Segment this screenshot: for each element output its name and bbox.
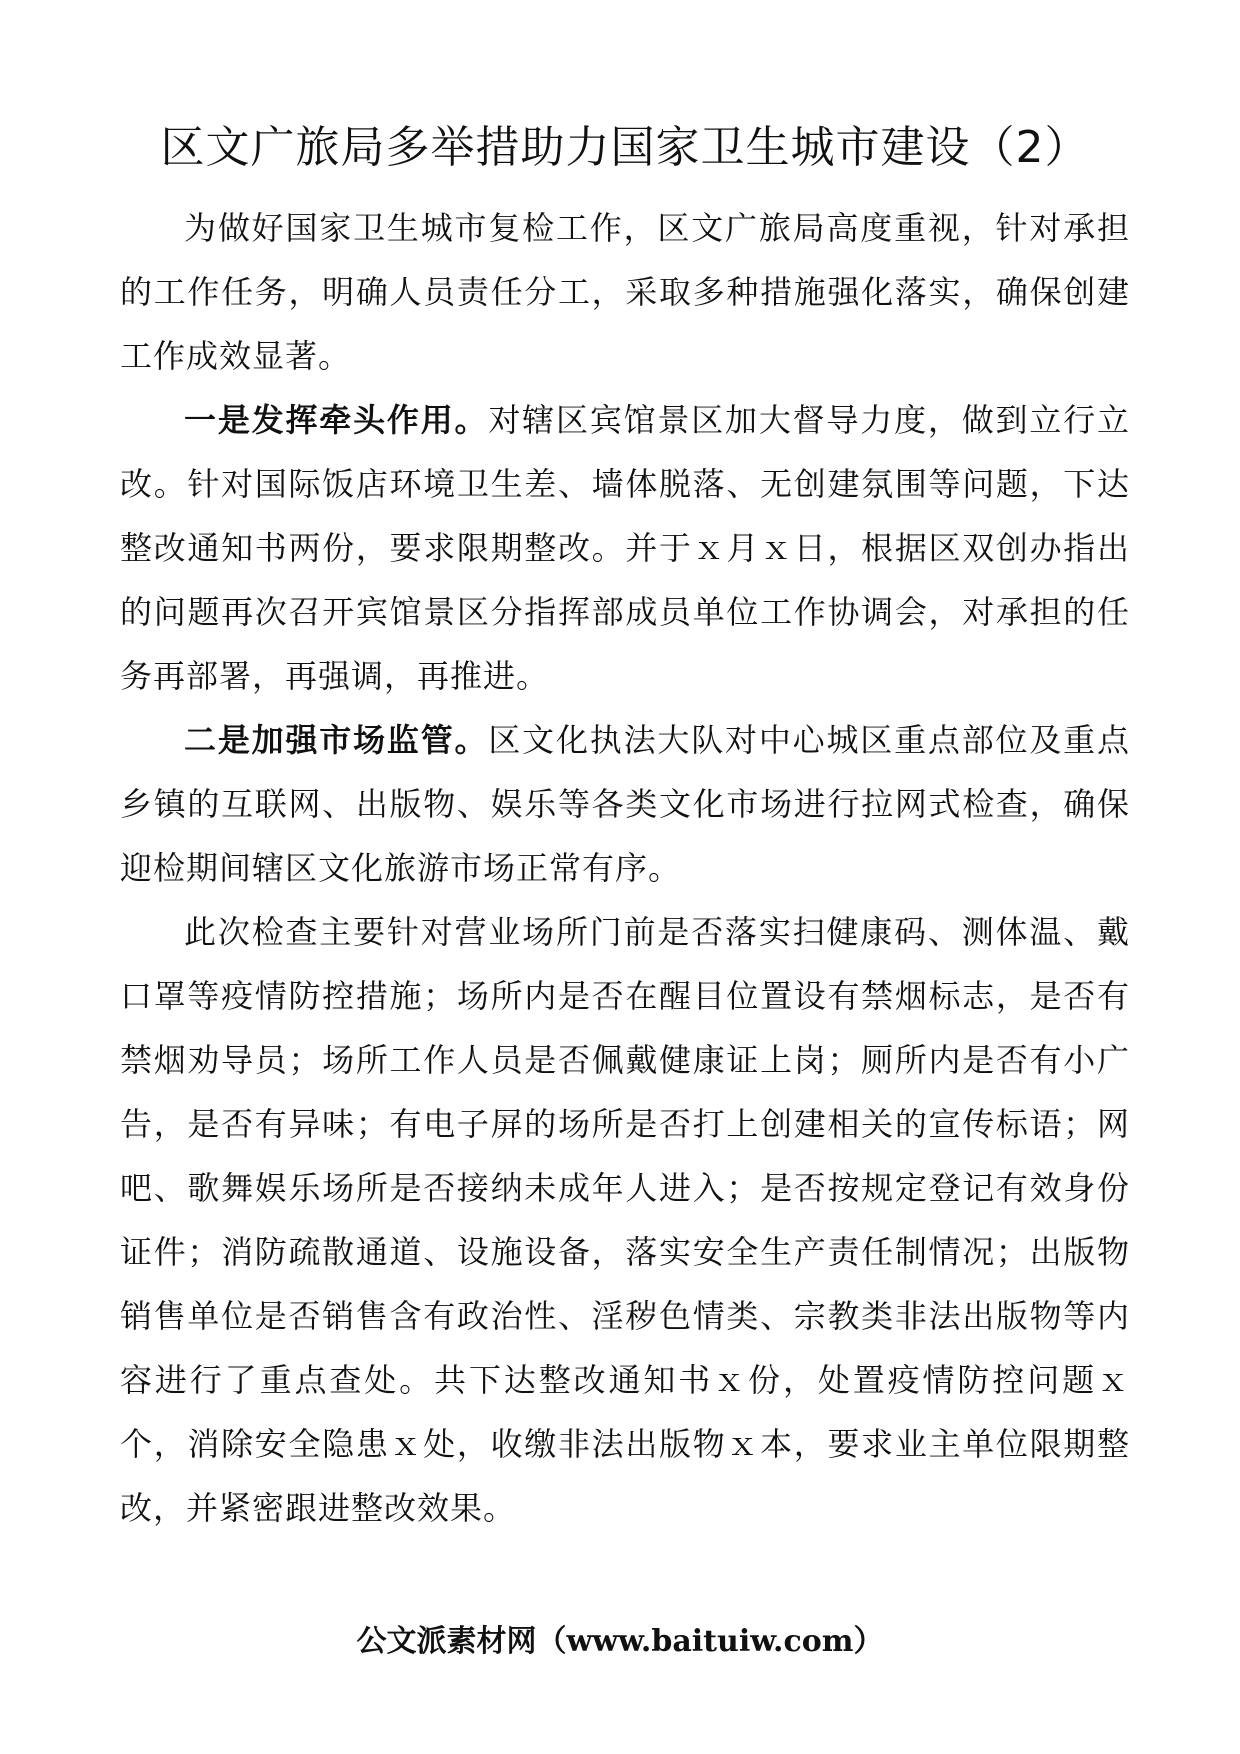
paragraph-text: 区文化执法大队对中心城区重点部位及重点乡镇的互联网、出版物、娱乐等各类文化市场进行拉网式检查，确保迎检期间辖区文化旅游市场正常有序。 — [120, 721, 1130, 887]
paragraph-text: 为做好国家卫生城市复检工作，区文广旅局高度重视，针对承担的工作任务，明确人员责任分工，采取多种措施强化落实，确保创建工作成效显著。 — [120, 209, 1130, 375]
paragraph-inspection-details — [120, 900, 1130, 1540]
paragraph-measure-two — [120, 708, 1130, 900]
document-body — [120, 196, 1130, 1540]
paragraph-lead-heading: 一是发挥牵头作用。 — [184, 401, 489, 439]
paragraph-text: 此次检查主要针对营业场所门前是否落实扫健康码、测体温、戴口罩等疫情防控措施；场所内是否在醒目位置设有禁烟标志，是否有禁烟劝导员；场所工作人员是否佩戴健康证上岗；厕所内是否有小广告，是否有异味；有电子屏的场所是否打上创建相关的宣传标语；网吧、歌舞娱乐场所是否接纳未成年人进入；是否按规定登记有效身份证件；消防疏散通道、设施设备，落实安全生产责任制情况；出版物销售单位是否销售含有政治性、淫秽色情类、宗教类非法出版物等内容进行了重点查处。共下达整改通知书ｘ份，处置疫情防控问题ｘ个，消除安全隐患ｘ处，收缴非法出版物ｘ本，要求业主单位限期整改，并紧密跟进整改效果。 — [120, 913, 1130, 1527]
paragraph-text: 对辖区宾馆景区加大督导力度，做到立行立改。针对国际饭店环境卫生差、墙体脱落、无创建氛围等问题，下达整改通知书两份，要求限期整改。并于ｘ月ｘ日，根据区双创办指出的问题再次召开宾馆景区分指挥部成员单位工作协调会，对承担的任务再部署，再强调，再推进。 — [120, 401, 1130, 695]
paragraph-lead-heading: 二是加强市场监管。 — [184, 721, 489, 759]
source-footer: 公文派素材网（www.baituiw.com） — [356, 1624, 884, 1659]
paragraph-measure-one — [120, 388, 1130, 708]
document-title: 区文广旅局多举措助力国家卫生城市建设（2） — [160, 122, 1090, 173]
paragraph-intro — [120, 196, 1130, 388]
